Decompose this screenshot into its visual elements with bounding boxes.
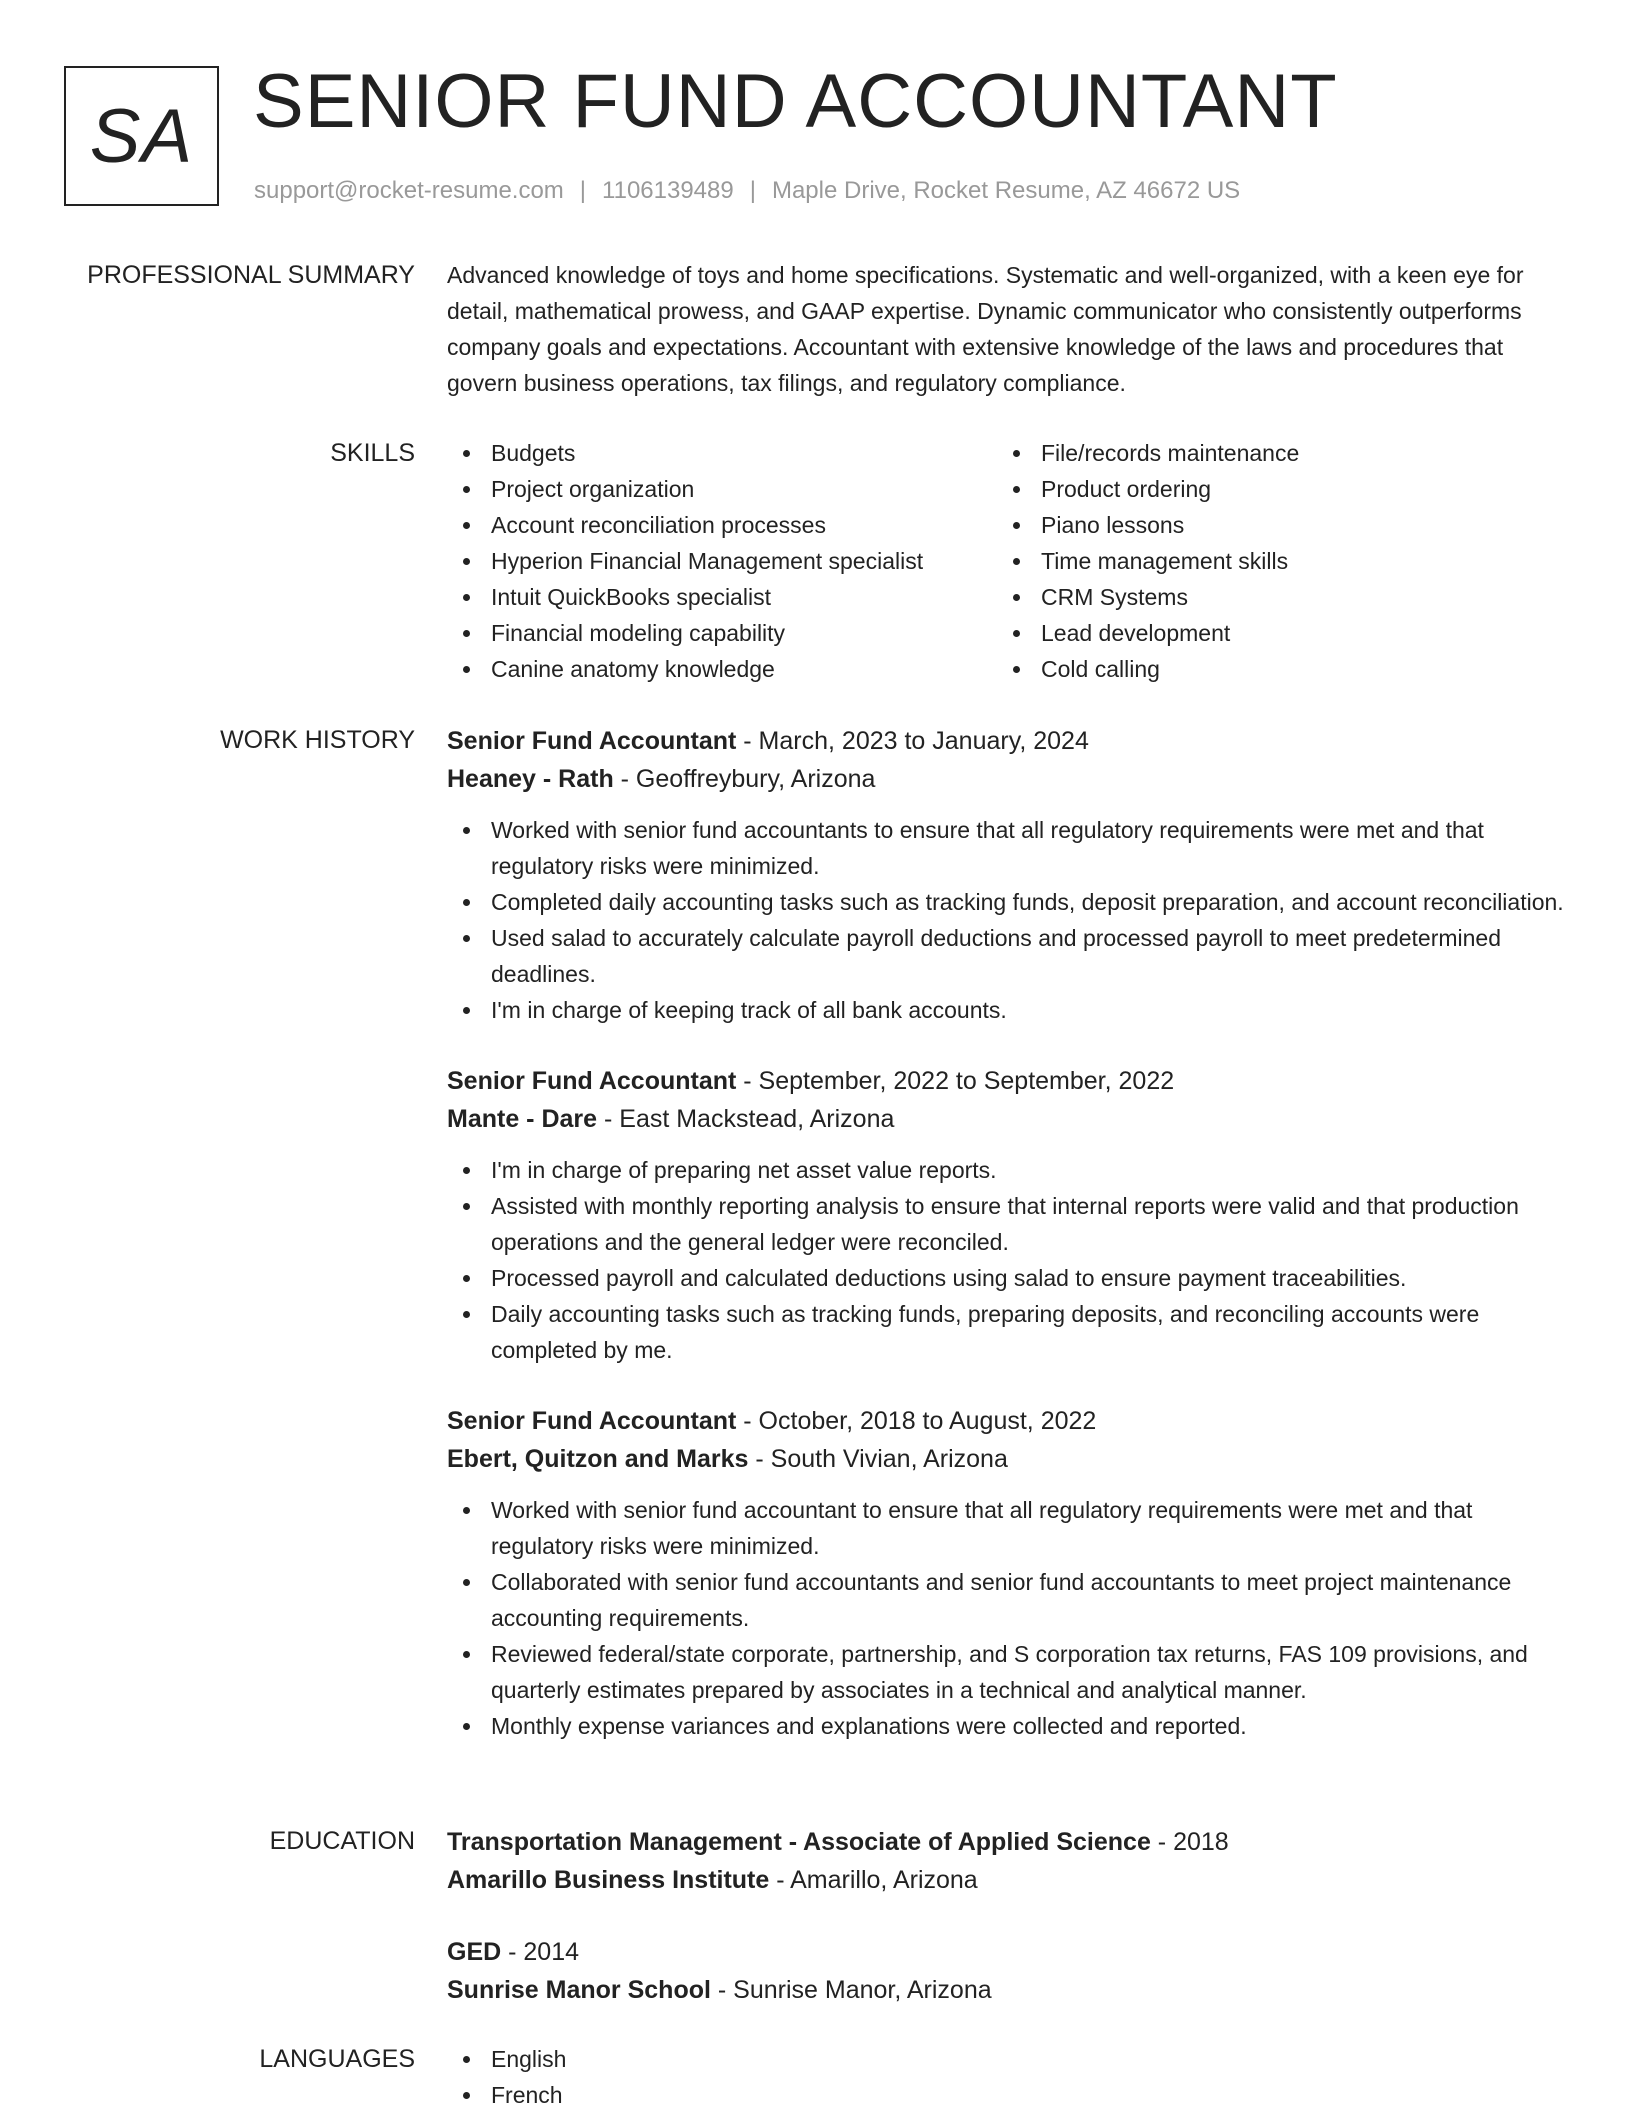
job-company: Ebert, Quitzon and Marks: [447, 1445, 749, 1473]
skill-item: Account reconciliation processes: [447, 507, 997, 543]
education-entry: [447, 1933, 1567, 2009]
skill-item: Intuit QuickBooks specialist: [447, 579, 997, 615]
job-bullet-list: [447, 1152, 1567, 1368]
skill-item: Canine anatomy knowledge: [447, 651, 997, 687]
job-bullet: Collaborated with senior fund accountants and senior fund accountants to meet project maintenance accounting requirements.: [447, 1564, 1567, 1636]
job-title: Senior Fund Accountant: [447, 727, 737, 755]
job-company: Heaney - Rath: [447, 765, 614, 793]
job-bullet: Monthly expense variances and explanations were collected and reported.: [447, 1708, 1567, 1744]
section-heading-skills: SKILLS: [330, 439, 415, 467]
skill-item: Cold calling: [997, 651, 1547, 687]
job-dates: - October, 2018 to August, 2022: [736, 1407, 1097, 1435]
job-location: - South Vivian, Arizona: [748, 1445, 1008, 1473]
edu-year: - 2014: [501, 1938, 580, 1966]
skill-item: Budgets: [447, 435, 997, 471]
contact-separator: |: [749, 177, 756, 204]
job-bullet: Used salad to accurately calculate payroll deductions and processed payroll to meet predetermined deadlines.: [447, 920, 1567, 992]
job-entry: [447, 722, 1567, 1028]
edu-location: - Amarillo, Arizona: [769, 1866, 978, 1894]
address: Maple Drive, Rocket Resume, AZ 46672 US: [771, 177, 1241, 204]
skills-column-2: [997, 435, 1547, 687]
edu-year: - 2018: [1150, 1828, 1229, 1856]
job-location: - East Mackstead, Arizona: [597, 1105, 895, 1133]
job-title: Senior Fund Accountant: [447, 1407, 737, 1435]
job-bullet: Assisted with monthly reporting analysis to ensure that internal reports were valid and that production operations and the general ledger were reconciled.: [447, 1188, 1567, 1260]
job-bullet-list: [447, 1492, 1567, 1744]
skills-column-1: [447, 435, 997, 687]
edu-degree: Transportation Management - Associate of Applied Science: [447, 1828, 1151, 1856]
job-title: Senior Fund Accountant: [447, 1067, 737, 1095]
phone-number: 1106139489: [602, 177, 734, 204]
skill-item: Hyperion Financial Management specialist: [447, 543, 997, 579]
monogram-logo: SA: [64, 66, 219, 206]
language-item: English: [447, 2041, 1567, 2077]
skill-item: Piano lessons: [997, 507, 1547, 543]
language-item: French: [447, 2077, 1567, 2113]
job-bullet: I'm in charge of preparing net asset value reports.: [447, 1152, 1567, 1188]
job-bullet: Worked with senior fund accountants to ensure that all regulatory requirements were met and that regulatory risks were minimized.: [447, 812, 1567, 884]
section-heading-work-history: WORK HISTORY: [220, 726, 415, 754]
job-dates: - September, 2022 to September, 2022: [736, 1067, 1175, 1095]
contact-line: [254, 174, 1240, 208]
skill-item: File/records maintenance: [997, 435, 1547, 471]
skill-item: Project organization: [447, 471, 997, 507]
skill-item: Time management skills: [997, 543, 1547, 579]
edu-school: Amarillo Business Institute: [447, 1866, 770, 1894]
education-entry: [447, 1823, 1567, 1899]
job-company: Mante - Dare: [447, 1105, 598, 1133]
section-heading-education: EDUCATION: [269, 1827, 415, 1855]
job-bullet: Daily accounting tasks such as tracking funds, preparing deposits, and reconciling accounts were completed by me.: [447, 1296, 1567, 1368]
skill-item: Product ordering: [997, 471, 1547, 507]
job-entry: [447, 1402, 1567, 1744]
contact-separator: |: [579, 177, 587, 204]
languages-list: [447, 2041, 1567, 2113]
job-dates: - March, 2023 to January, 2024: [736, 727, 1089, 755]
job-bullet: Worked with senior fund accountant to ensure that all regulatory requirements were met and that regulatory risks were minimized.: [447, 1492, 1567, 1564]
email-link[interactable]: support@rocket-resume.com: [254, 177, 564, 204]
section-heading-summary: PROFESSIONAL SUMMARY: [87, 261, 415, 289]
edu-location: - Sunrise Manor, Arizona: [710, 1976, 992, 2004]
job-entry: [447, 1062, 1567, 1368]
job-bullet: Completed daily accounting tasks such as tracking funds, deposit preparation, and account reconciliation.: [447, 884, 1567, 920]
skill-item: Financial modeling capability: [447, 615, 997, 651]
page-title: SENIOR FUND ACCOUNTANT: [253, 59, 1338, 144]
edu-degree: GED: [447, 1938, 502, 1966]
section-heading-languages: LANGUAGES: [259, 2045, 415, 2073]
job-bullet: Processed payroll and calculated deductions using salad to ensure payment traceabilities.: [447, 1260, 1567, 1296]
job-bullet-list: [447, 812, 1567, 1028]
skill-item: CRM Systems: [997, 579, 1547, 615]
edu-school: Sunrise Manor School: [447, 1976, 711, 2004]
summary-text: Advanced knowledge of toys and home specifications. Systematic and well-organized, with a keen eye for detail, mathematical prowess, and GAAP expertise. Dynamic communicator who consistently outperforms company goals and expectations. Accountant with extensive knowledge of the laws and procedures that govern business operations, tax filings, and regulatory compliance.: [447, 262, 1524, 396]
job-bullet: I'm in charge of keeping track of all bank accounts.: [447, 992, 1567, 1028]
skill-item: Lead development: [997, 615, 1547, 651]
job-bullet: Reviewed federal/state corporate, partnership, and S corporation tax returns, FAS 109 provisions, and quarterly estimates prepared by associates in a technical and analytical manner.: [447, 1636, 1567, 1708]
job-location: - Geoffreybury, Arizona: [613, 765, 876, 793]
